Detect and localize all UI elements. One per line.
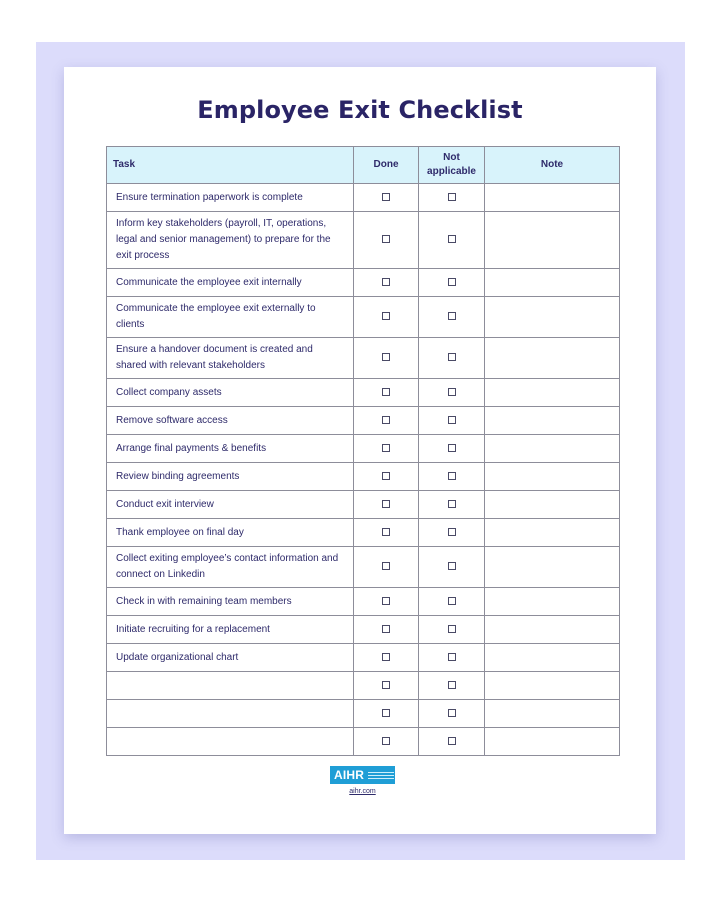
- task-cell: Thank employee on final day: [107, 519, 354, 547]
- note-cell[interactable]: [485, 379, 620, 407]
- not-applicable-checkbox[interactable]: [448, 500, 456, 508]
- task-cell: Ensure termination paperwork is complete: [107, 184, 354, 212]
- table-row: [107, 184, 620, 212]
- note-cell[interactable]: [485, 435, 620, 463]
- done-checkbox[interactable]: [382, 709, 390, 717]
- not-applicable-checkbox[interactable]: [448, 681, 456, 689]
- table-header-row: [107, 147, 620, 184]
- not-applicable-cell: [419, 379, 485, 407]
- not-applicable-checkbox[interactable]: [448, 625, 456, 633]
- done-cell: [354, 379, 419, 407]
- note-cell[interactable]: [485, 519, 620, 547]
- done-cell: [354, 616, 419, 644]
- not-applicable-checkbox[interactable]: [448, 472, 456, 480]
- table-row: [107, 519, 620, 547]
- done-cell: [354, 700, 419, 728]
- note-cell[interactable]: [485, 672, 620, 700]
- done-cell: [354, 184, 419, 212]
- not-applicable-cell: [419, 672, 485, 700]
- task-cell: Inform key stakeholders (payroll, IT, operations, legal and senior management) to prepare for the exit process: [107, 212, 354, 269]
- done-checkbox[interactable]: [382, 625, 390, 633]
- table-row: [107, 588, 620, 616]
- table-row: [107, 672, 620, 700]
- page-title: Employee Exit Checklist: [197, 96, 523, 124]
- done-cell: [354, 519, 419, 547]
- table-row: [107, 269, 620, 297]
- not-applicable-checkbox[interactable]: [448, 193, 456, 201]
- done-cell: [354, 547, 419, 588]
- done-cell: [354, 407, 419, 435]
- not-applicable-checkbox[interactable]: [448, 737, 456, 745]
- done-cell: [354, 644, 419, 672]
- table-row: [107, 435, 620, 463]
- logo-tagline-graphic: [368, 772, 394, 779]
- done-checkbox[interactable]: [382, 353, 390, 361]
- done-cell: [354, 338, 419, 379]
- logo-text: AIHR: [334, 768, 365, 782]
- not-applicable-checkbox[interactable]: [448, 235, 456, 243]
- note-cell[interactable]: [485, 212, 620, 269]
- note-cell[interactable]: [485, 184, 620, 212]
- note-cell[interactable]: [485, 491, 620, 519]
- done-checkbox[interactable]: [382, 653, 390, 661]
- done-cell: [354, 588, 419, 616]
- table-row: [107, 407, 620, 435]
- table-row: [107, 547, 620, 588]
- note-cell[interactable]: [485, 728, 620, 756]
- header-not-applicable: Not applicable: [419, 147, 485, 184]
- not-applicable-cell: [419, 728, 485, 756]
- done-checkbox[interactable]: [382, 312, 390, 320]
- table-row: [107, 212, 620, 269]
- table-row: [107, 463, 620, 491]
- done-cell: [354, 463, 419, 491]
- note-cell[interactable]: [485, 616, 620, 644]
- not-applicable-cell: [419, 644, 485, 672]
- not-applicable-checkbox[interactable]: [448, 353, 456, 361]
- done-checkbox[interactable]: [382, 681, 390, 689]
- task-cell[interactable]: [107, 700, 354, 728]
- not-applicable-checkbox[interactable]: [448, 388, 456, 396]
- header-task: Task: [107, 147, 354, 184]
- note-cell[interactable]: [485, 700, 620, 728]
- task-cell: Communicate the employee exit internally: [107, 269, 354, 297]
- table-row: [107, 379, 620, 407]
- done-cell: [354, 672, 419, 700]
- not-applicable-cell: [419, 297, 485, 338]
- table-row: [107, 338, 620, 379]
- task-cell: Remove software access: [107, 407, 354, 435]
- done-checkbox[interactable]: [382, 193, 390, 201]
- done-checkbox[interactable]: [382, 500, 390, 508]
- note-cell[interactable]: [485, 644, 620, 672]
- not-applicable-cell: [419, 588, 485, 616]
- not-applicable-cell: [419, 547, 485, 588]
- not-applicable-cell: [419, 463, 485, 491]
- done-checkbox[interactable]: [382, 737, 390, 745]
- not-applicable-checkbox[interactable]: [448, 416, 456, 424]
- note-cell[interactable]: [485, 338, 620, 379]
- done-cell: [354, 212, 419, 269]
- not-applicable-cell: [419, 212, 485, 269]
- not-applicable-checkbox[interactable]: [448, 709, 456, 717]
- not-applicable-cell: [419, 700, 485, 728]
- task-cell: Update organizational chart: [107, 644, 354, 672]
- task-cell: Initiate recruiting for a replacement: [107, 616, 354, 644]
- done-cell: [354, 728, 419, 756]
- not-applicable-cell: [419, 338, 485, 379]
- done-cell: [354, 491, 419, 519]
- done-checkbox[interactable]: [382, 388, 390, 396]
- task-cell: Conduct exit interview: [107, 491, 354, 519]
- done-checkbox[interactable]: [382, 597, 390, 605]
- table-row: [107, 297, 620, 338]
- task-cell: Communicate the employee exit externally to clients: [107, 297, 354, 338]
- not-applicable-cell: [419, 435, 485, 463]
- done-cell: [354, 269, 419, 297]
- done-checkbox[interactable]: [382, 528, 390, 536]
- not-applicable-cell: [419, 269, 485, 297]
- not-applicable-checkbox[interactable]: [448, 528, 456, 536]
- not-applicable-cell: [419, 407, 485, 435]
- task-cell: Arrange final payments & benefits: [107, 435, 354, 463]
- not-applicable-checkbox[interactable]: [448, 312, 456, 320]
- table-row: [107, 700, 620, 728]
- note-cell[interactable]: [485, 297, 620, 338]
- task-cell: Check in with remaining team members: [107, 588, 354, 616]
- done-cell: [354, 297, 419, 338]
- table-row: [107, 728, 620, 756]
- done-cell: [354, 435, 419, 463]
- not-applicable-checkbox[interactable]: [448, 597, 456, 605]
- not-applicable-cell: [419, 519, 485, 547]
- table-row: [107, 644, 620, 672]
- not-applicable-cell: [419, 491, 485, 519]
- task-cell: Ensure a handover document is created and shared with relevant stakeholders: [107, 338, 354, 379]
- done-checkbox[interactable]: [382, 472, 390, 480]
- not-applicable-cell: [419, 616, 485, 644]
- aihr-logo: [330, 766, 395, 784]
- header-done: Done: [354, 147, 419, 184]
- task-cell: Review binding agreements: [107, 463, 354, 491]
- checklist-table: [106, 146, 620, 756]
- not-applicable-checkbox[interactable]: [448, 278, 456, 286]
- note-cell[interactable]: [485, 588, 620, 616]
- footer-website-link[interactable]: aihr.com: [349, 788, 376, 795]
- done-checkbox[interactable]: [382, 562, 390, 570]
- table-row: [107, 491, 620, 519]
- done-checkbox[interactable]: [382, 416, 390, 424]
- header-note: Note: [485, 147, 620, 184]
- note-cell[interactable]: [485, 463, 620, 491]
- table-row: [107, 616, 620, 644]
- note-cell[interactable]: [485, 407, 620, 435]
- note-cell[interactable]: [485, 547, 620, 588]
- done-checkbox[interactable]: [382, 444, 390, 452]
- note-cell[interactable]: [485, 269, 620, 297]
- task-cell: Collect exiting employee’s contact information and connect on Linkedin: [107, 547, 354, 588]
- not-applicable-cell: [419, 184, 485, 212]
- done-checkbox[interactable]: [382, 278, 390, 286]
- not-applicable-checkbox[interactable]: [448, 562, 456, 570]
- done-checkbox[interactable]: [382, 235, 390, 243]
- not-applicable-checkbox[interactable]: [448, 444, 456, 452]
- task-cell[interactable]: [107, 728, 354, 756]
- task-cell[interactable]: [107, 672, 354, 700]
- task-cell: Collect company assets: [107, 379, 354, 407]
- not-applicable-checkbox[interactable]: [448, 653, 456, 661]
